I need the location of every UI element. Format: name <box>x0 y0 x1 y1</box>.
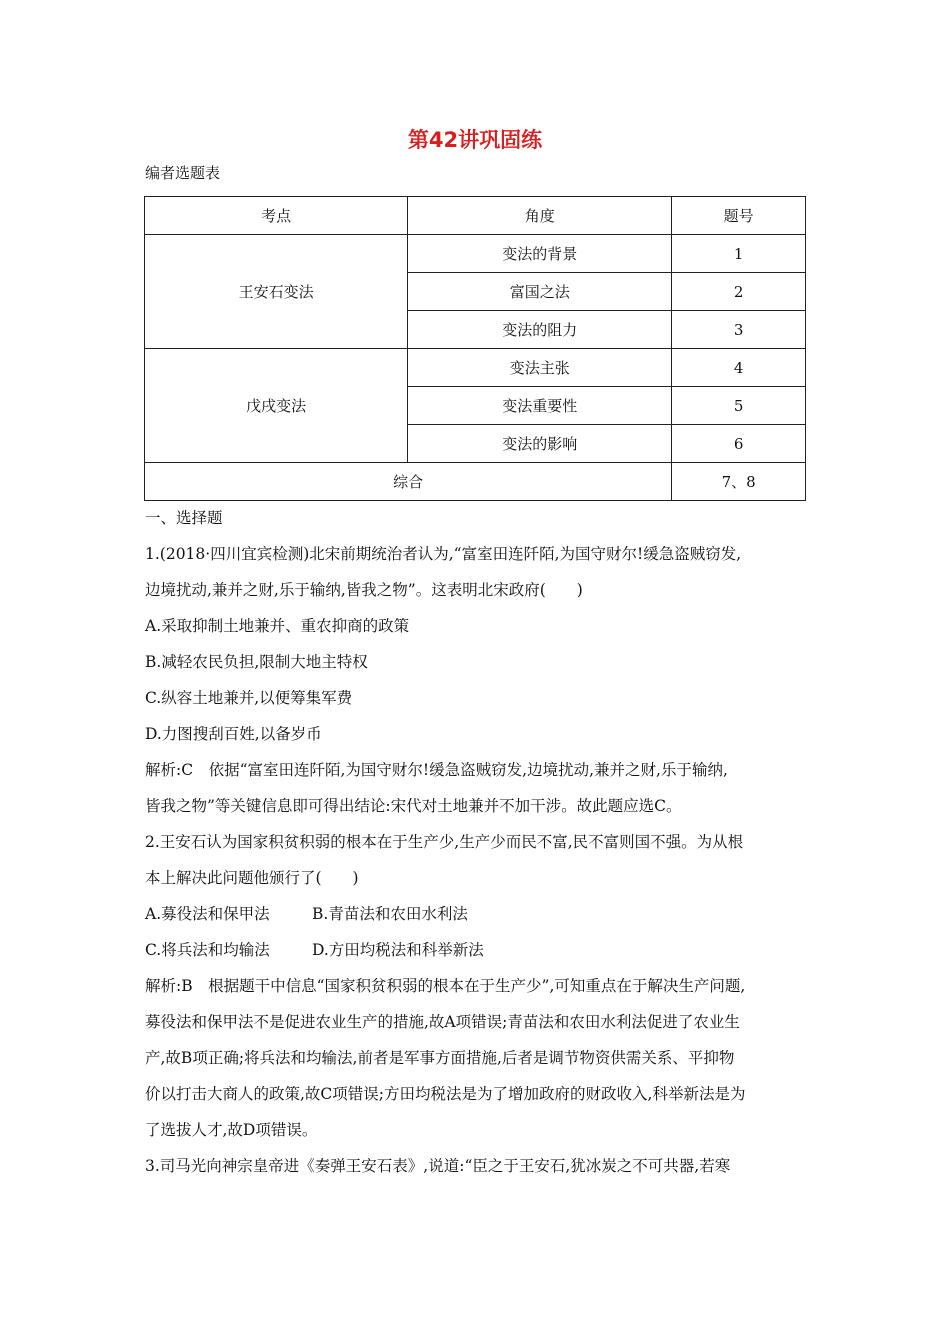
angle-cell: 变法的背景 <box>408 235 672 273</box>
q1-option-a: A.采取抑制土地兼并、重农抑商的政策 <box>145 617 410 635</box>
question-body <box>145 500 809 1184</box>
angle-cell: 富国之法 <box>408 273 672 311</box>
table-header-row <box>145 197 806 235</box>
summary-number: 7、8 <box>672 463 806 501</box>
q1-option-c: C.纵容土地兼并,以便筹集军费 <box>145 689 353 707</box>
number-cell: 3 <box>672 311 806 349</box>
q1-stem-line: 1.(2018·四川宜宾检测)北宋前期统治者认为,“富室田连阡陌,为国守财尔!缓急盗贼窃发, <box>145 545 742 563</box>
angle-cell: 变法的阻力 <box>408 311 672 349</box>
q2-analysis-line: 了选拔人才,故D项错误。 <box>145 1121 318 1139</box>
table-summary-row <box>145 463 806 501</box>
header-topic: 考点 <box>145 197 408 235</box>
number-cell: 2 <box>672 273 806 311</box>
number-cell: 1 <box>672 235 806 273</box>
number-cell: 5 <box>672 387 806 425</box>
header-angle: 角度 <box>408 197 672 235</box>
q1-stem-line: 边境扰动,兼并之财,乐于输纳,皆我之物”。这表明北宋政府( ) <box>145 581 583 599</box>
number-cell: 4 <box>672 349 806 387</box>
table-row <box>145 349 806 387</box>
q2-stem-line: 2.王安石认为国家积贫积弱的根本在于生产少,生产少而民不富,民不富则国不强。为从根 <box>145 833 744 851</box>
q3-stem-line: 3.司马光向神宗皇帝进《奏弹王安石表》,说道:“臣之于王安石,犹冰炭之不可共器,若寒 <box>145 1157 731 1175</box>
q2-analysis-line: 产,故B项正确;将兵法和均输法,前者是军事方面措施,后者是调节物资供需关系、平抑物 <box>145 1049 735 1067</box>
q1-analysis-line: 解析:C 依据“富室田连阡陌,为国守财尔!缓急盗贼窃发,边境扰动,兼并之财,乐于输纳, <box>145 761 728 779</box>
q2-option-c: C.将兵法和均输法 <box>145 941 270 959</box>
header-number: 题号 <box>672 197 806 235</box>
q2-analysis-line: 价以打击大商人的政策,故C项错误;方田均税法是为了增加政府的财政收入,科举新法是为 <box>145 1085 746 1103</box>
number-cell: 6 <box>672 425 806 463</box>
q2-options-row <box>145 896 809 932</box>
q2-option-b: B.青苗法和农田水利法 <box>312 905 468 923</box>
q2-option-a: A.募役法和保甲法 <box>145 905 270 923</box>
topic-cell: 戊戌变法 <box>145 349 408 463</box>
angle-cell: 变法的影响 <box>408 425 672 463</box>
q2-analysis-line: 募役法和保甲法不是促进农业生产的措施,故A项错误;青苗法和农田水利法促进了农业生 <box>145 1013 740 1031</box>
q2-option-d: D.方田均税法和科举新法 <box>312 941 484 959</box>
q2-stem-line: 本上解决此问题他颁行了( ) <box>145 869 359 887</box>
topic-cell: 王安石变法 <box>145 235 408 349</box>
q1-option-d: D.力图搜刮百姓,以备岁币 <box>145 725 322 743</box>
q2-analysis-line: 解析:B 根据题干中信息“国家积贫积弱的根本在于生产少”,可知重点在于解决生产问题, <box>145 977 746 995</box>
angle-cell: 变法重要性 <box>408 387 672 425</box>
topic-table <box>144 196 806 501</box>
q1-option-b: B.减轻农民负担,限制大地主特权 <box>145 653 368 671</box>
angle-cell: 变法主张 <box>408 349 672 387</box>
table-row <box>145 235 806 273</box>
page-title: 第42讲巩固练 <box>407 128 543 152</box>
summary-label: 综合 <box>145 463 672 501</box>
q2-options-row <box>145 932 809 968</box>
section-heading: 一、选择题 <box>145 509 223 527</box>
table-label: 编者选题表 <box>145 164 221 182</box>
q1-analysis-line: 皆我之物”等关键信息即可得出结论:宋代对土地兼并不加干涉。故此题应选C。 <box>145 797 682 815</box>
